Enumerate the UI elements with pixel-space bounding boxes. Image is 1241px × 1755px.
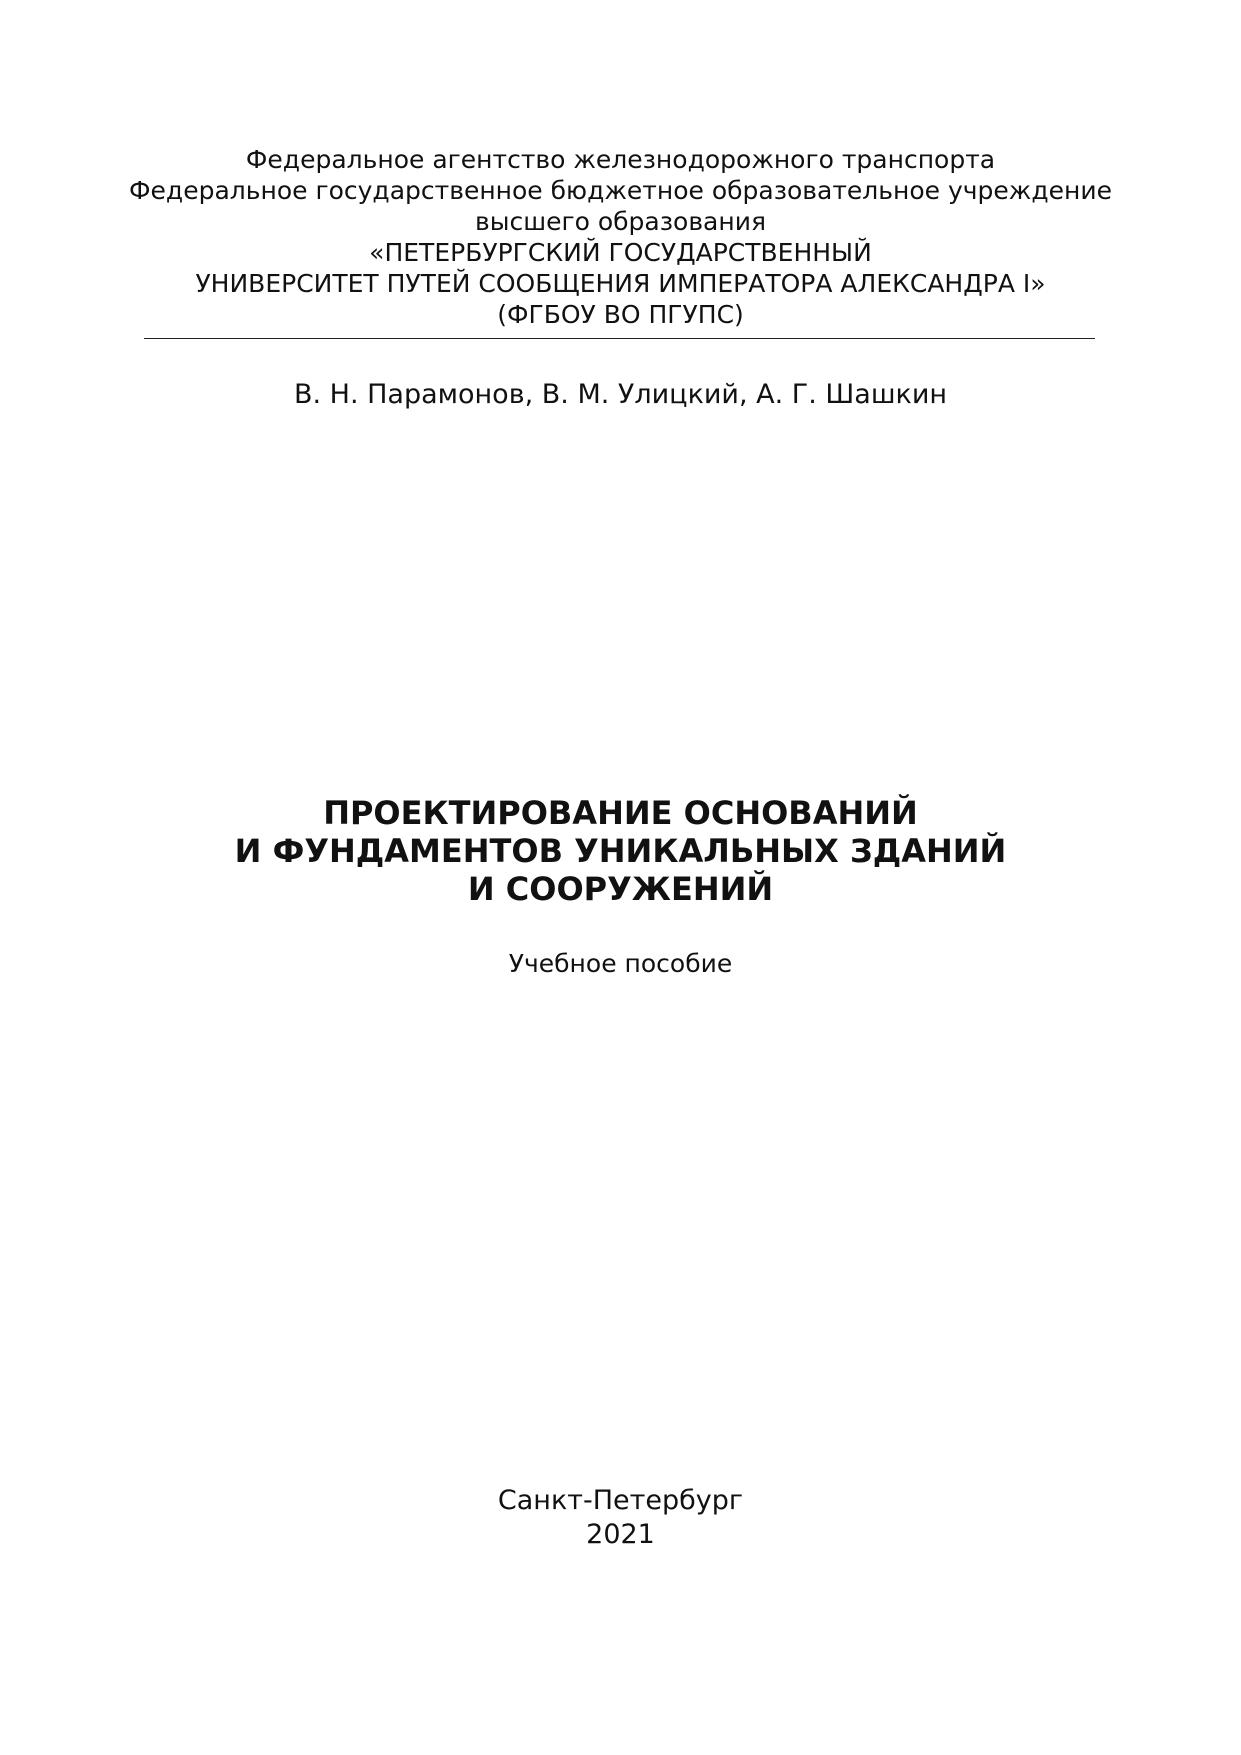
header-line-education-level: высшего образования — [474, 207, 767, 236]
institution-header — [0, 144, 1241, 330]
title-line-2: И ФУНДАМЕНТОВ УНИКАЛЬНЫХ ЗДАНИЙ — [234, 832, 1007, 870]
publication-city: Санкт-Петербург — [497, 1485, 744, 1516]
header-divider — [144, 338, 1095, 339]
publication-year: 2021 — [586, 1519, 655, 1550]
book-subtitle: Учебное пособие — [508, 949, 733, 978]
header-line-institution-type: Федеральное государственное бюджетное образовательное учреждение — [129, 176, 1112, 205]
title-line-3: И СООРУЖЕНИЙ — [467, 870, 774, 908]
header-line-agency: Федеральное агентство железнодорожного транспорта — [245, 145, 996, 174]
header-line-university-name-1: «ПЕТЕРБУРГСКИЙ ГОСУДАРСТВЕННЫЙ — [369, 238, 872, 267]
title-line-1: ПРОЕКТИРОВАНИЕ ОСНОВАНИЙ — [323, 794, 918, 832]
publication-imprint — [0, 1484, 1241, 1552]
header-line-university-name-2: УНИВЕРСИТЕТ ПУТЕЙ СООБЩЕНИЯ ИМПЕРАТОРА АЛЕКСАНДРА I» — [195, 269, 1046, 298]
authors-line: В. Н. Парамонов, В. М. Улицкий, А. Г. Шашкин — [293, 379, 948, 410]
book-title — [0, 794, 1241, 908]
header-line-abbreviation: (ФГБОУ ВО ПГУПС) — [497, 300, 744, 329]
